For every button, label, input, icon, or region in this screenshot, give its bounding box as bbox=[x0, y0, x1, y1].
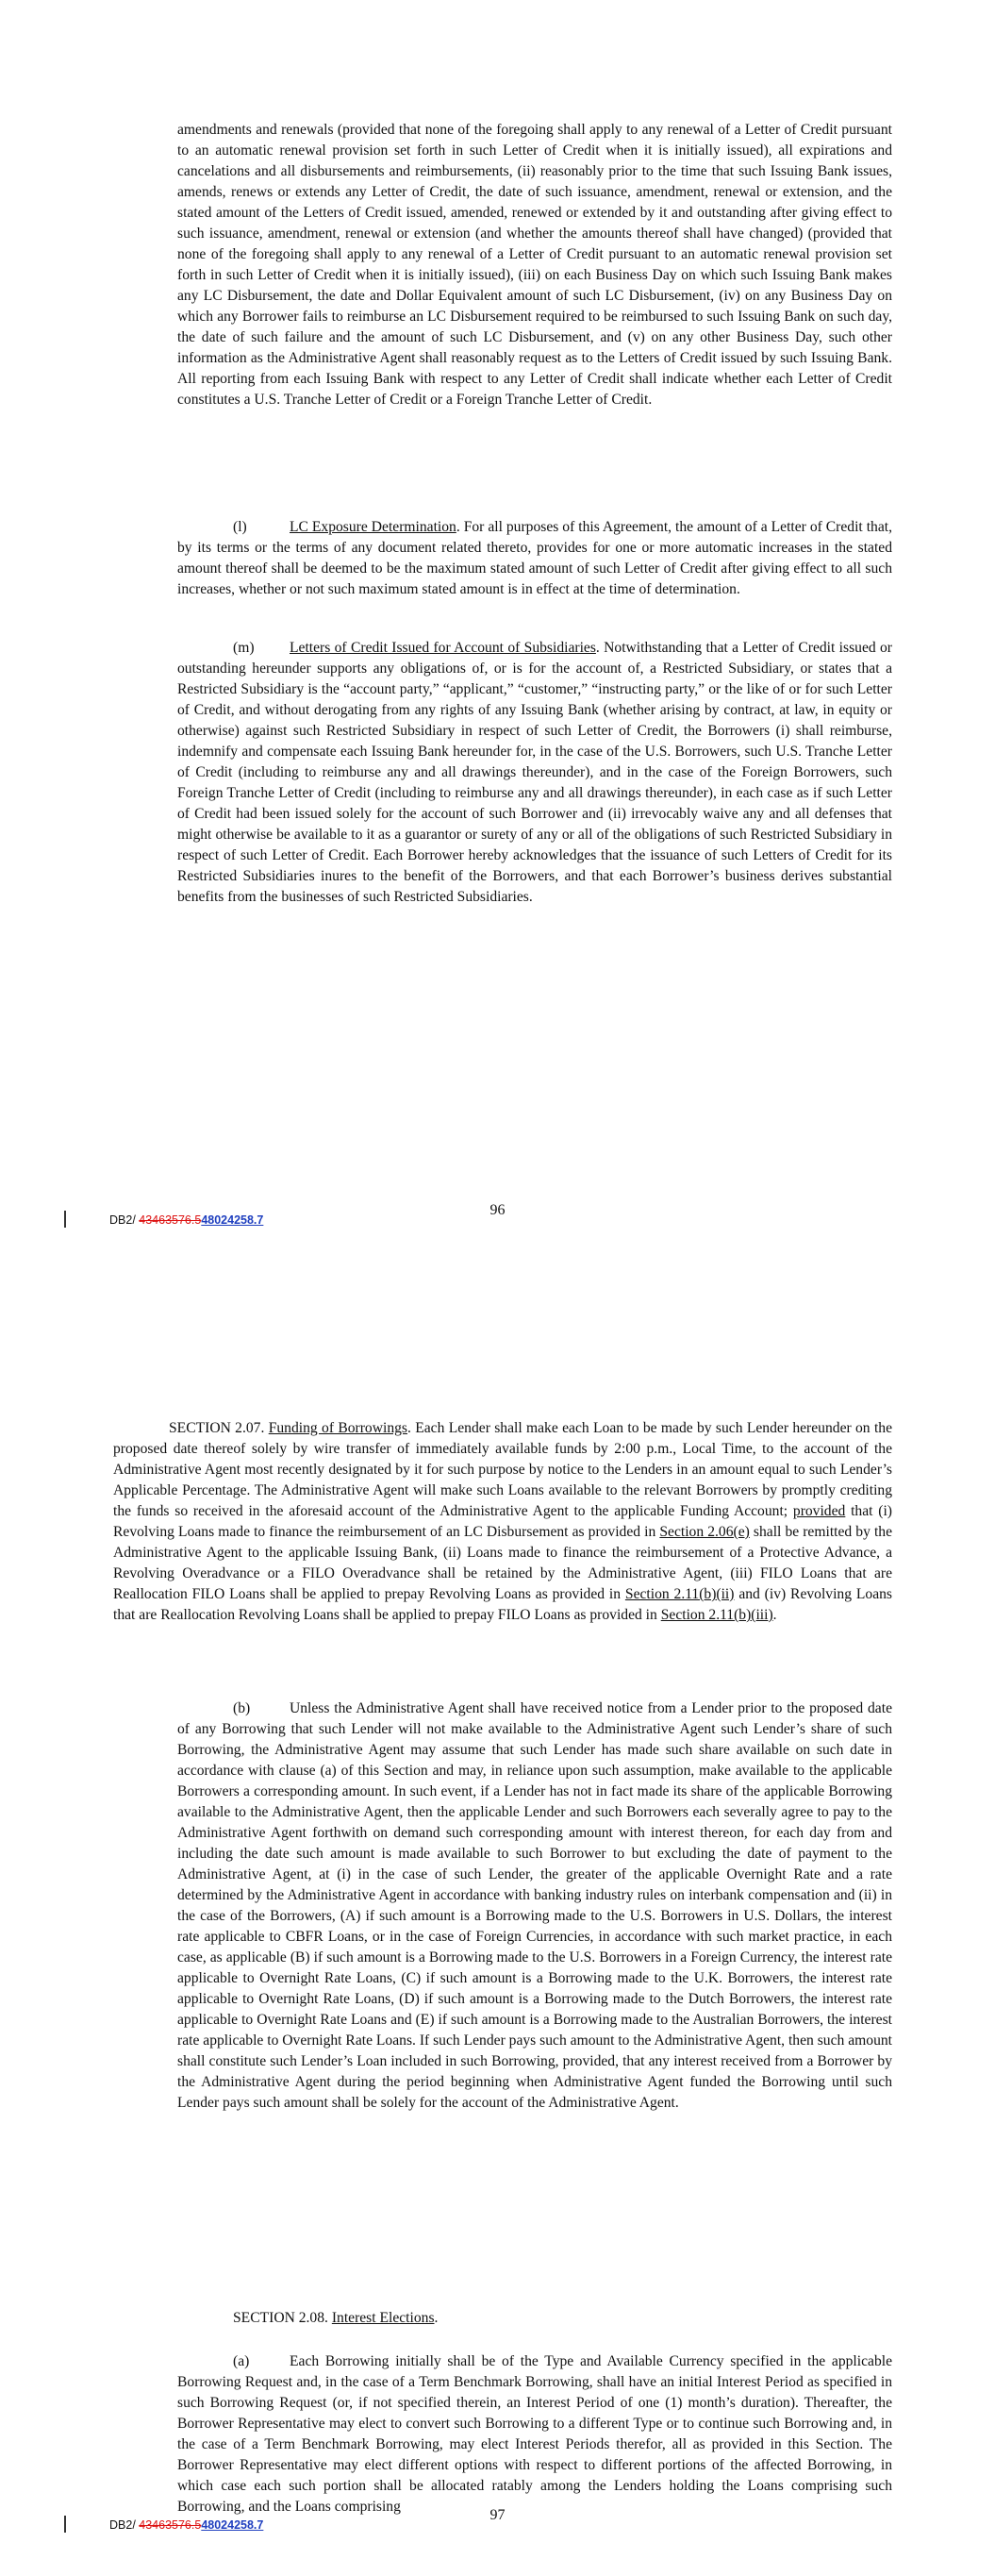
paragraph-b bbox=[177, 1698, 892, 2114]
paragraph-m-heading: Letters of Credit Issued for Account of Subsidiaries bbox=[290, 640, 596, 656]
paragraph-a bbox=[177, 2351, 892, 2517]
section-2-07-heading: Funding of Borrowings bbox=[268, 1420, 407, 1436]
page-number: 97 bbox=[489, 2507, 506, 2523]
paragraph-m-number: (m) bbox=[233, 640, 255, 656]
section-2-08-text: . bbox=[434, 2310, 439, 2326]
page-number: 96 bbox=[489, 1202, 506, 1218]
paragraph-m-text: . Notwithstanding that a Letter of Credit issued or outstanding hereunder supports any obligations of, or is for the account of, a Restricted Subsidiary, or states that a Restricted Subsidiary is the “account party,” “applicant,” “customer,” “instructing party,” or the like of or for such Letter of Credit, and without derogating from any rights of any Issuing Bank (whether arising by contract, at law, in equity or otherwise) against such Restricted Subsidiary in respect of such Letter of Credit, the Borrowers (i) shall reimburse, indemnify and compensate each Issuing Bank hereunder for, in the case of the U.S. Borrowers, such U.S. Tranche Letter of Credit (including to reimburse any and all drawings thereunder), and in the case of the Foreign Borrowers, such Foreign Tranche Letter of Credit (including to reimburse any and all drawings thereunder), in each case as if such Letter of Credit had been issued solely for the account of such Borrower and (ii) irrevocably waive any and all defenses that might otherwise be available to it as a guarantor or surety of any or all of the obligations of such Restricted Subsidiary in respect of such Letter of Credit. Each Borrower hereby acknowledges that the issuance of such Letters of Credit for its Restricted Subsidiaries inures to the benefit of the Borrowers, and that each Borrower’s business derives substantial benefits from the businesses of such Restricted Subsidiaries. bbox=[177, 640, 893, 905]
footer-inserted-id: 48024258.7 bbox=[201, 1213, 264, 1227]
paragraph-l-text: . For all purposes of this Agreement, the amount of a Letter of Credit that, by its terms or the terms of any document related thereto, provides for one or more automatic increases in the stated amount thereof shall be deemed to be the maximum stated amount of such Letter of Credit after giving effect to all such increases, whether or not such maximum stated amount is in effect at the time of determination. bbox=[177, 519, 893, 597]
section-2-07-text-2: that (i) Revolving Loans made to finance the reimbursement of an LC Disbursement as provided in bbox=[113, 1503, 892, 1540]
paragraph-l-heading: LC Exposure Determination bbox=[290, 519, 456, 535]
footer-doc-id bbox=[109, 1213, 263, 1227]
change-bar bbox=[64, 1211, 66, 1228]
section-ref-2-06e: Section 2.06(e) bbox=[659, 1524, 750, 1540]
provided-term: provided bbox=[792, 1503, 846, 1519]
footer-prefix: DB2/ bbox=[109, 1213, 140, 1227]
document-page-97 bbox=[0, 1255, 995, 2576]
paragraph-l-number: (l) bbox=[233, 519, 247, 535]
section-2-07-text-5: . bbox=[772, 1607, 777, 1623]
section-2-08 bbox=[177, 2308, 892, 2329]
paragraph-l bbox=[177, 517, 892, 600]
change-bar bbox=[64, 2516, 66, 2533]
section-2-07-text-3: shall be remitted by the Administrative Agent to the applicable Issuing Bank, (ii) Loans made to finance the reimbursement of a Protective Advance, a Revolving Overadvance or a FILO Overadvance shall be retained by the Administrative Agent, (iii) FILO Loans that are Reallocation FILO Loans shall be applied to prepay Revolving Loans as provided in bbox=[113, 1524, 892, 1602]
section-ref-2-11bii: Section 2.11(b)(ii) bbox=[624, 1586, 735, 1602]
paragraph-a-text: Each Borrowing initially shall be of the Type and Available Currency specified in the applicable Borrowing Request and, in the case of a Term Benchmark Borrowing, shall have an initial Interest Period as specified in such Borrowing Request (or, if not specified therein, an Interest Period of one (1) month’s duration). Thereafter, the Borrower Representative may elect to convert such Borrowing to a different Type or to continue such Borrowing and, in the case of a Term Benchmark Borrowing, may elect Interest Periods therefor, all as provided in this Section. The Borrower Representative may elect different options with respect to different portions of the affected Borrowing, in which case each such portion shall be allocated ratably among the Lenders holding the Loans comprising such Borrowing, and the Loans comprising bbox=[177, 2353, 892, 2515]
section-ref-2-11biii: Section 2.11(b)(iii) bbox=[660, 1607, 773, 1623]
section-2-08-heading: Interest Elections bbox=[331, 2310, 435, 2326]
section-2-07 bbox=[113, 1418, 892, 1626]
footer-inserted-id: 48024258.7 bbox=[201, 2518, 264, 2532]
section-2-07-text-1: . Each Lender shall make each Loan to be made by such Lender hereunder on the proposed date thereof solely by wire transfer of immediately available funds by 2:00 p.m., Local Time, to the account of the Administrative Agent most recently designated by it for such purpose by notice to the Lenders in an amount equal to such Lender’s Applicable Percentage. The Administrative Agent will make such Loans available to the relevant Borrowers by promptly crediting the funds so received in the aforesaid account of the Administrative Agent to the applicable Funding Account; bbox=[113, 1420, 892, 1519]
footer-deleted-id: 43463576.5 bbox=[139, 1213, 202, 1227]
paragraph-b-text: Unless the Administrative Agent shall have received notice from a Lender prior to the proposed date of any Borrowing that such Lender will not make available to the Administrative Agent such Lender’s share of such Borrowing, the Administrative Agent may assume that such Lender has made such share available on such date in accordance with clause (a) of this Section and may, in reliance upon such assumption, make available to the applicable Borrowers a corresponding amount. In such event, if a Lender has not in fact made its share of the applicable Borrowing available to the Administrative Agent, then the applicable Lender and such Borrowers each severally agree to pay to the Administrative Agent forthwith on demand such corresponding amount with interest thereon, for each day from and including the date such amount is made available to such Borrower to but excluding the date of payment to the Administrative Agent, at (i) in the case of such Lender, the greater of the applicable Overnight Rate and a rate determined by the Administrative Agent in accordance with banking industry rules on interbank compensation and (ii) in the case of the Borrowers, (A) if such amount is a Borrowing made to the U.S. Borrowers in U.S. Dollars, the interest rate applicable to CBFR Loans, or in the case of Foreign Currencies, in accordance with such market practice, in each case, as applicable (B) if such amount is a Borrowing made to the U.S. Borrowers in a Foreign Currency, the interest rate applicable to Overnight Rate Loans, (C) if such amount is a Borrowing made to the U.K. Borrowers, the interest rate applicable to Overnight Rate Loans, (D) if such amount is a Borrowing made to the Dutch Borrowers, the interest rate applicable to Overnight Rate Loans and (E) if such amount is a Borrowing made to the Australian Borrowers, the interest rate applicable to Overnight Rate Loans. If such Lender pays such amount to the Administrative Agent, then such amount shall constitute such Lender’s Loan included in such Borrowing, provided, that any interest received from a Borrower by the Administrative Agent during the period beginning when Administrative Agent funded the Borrowing until such Lender pays such amount shall be solely for the account of the Administrative Agent. bbox=[177, 1700, 892, 2111]
paragraph-k-continuation: amendments and renewals (provided that none of the foregoing shall apply to any renewal of a Letter of Credit pursuant to an automatic renewal provision set forth in such Letter of Credit when it is initially issued), all expirations and cancelations and all disbursements and reimbursements, (ii) reasonably prior to the time that such Issuing Bank issues, amends, renews or extends any Letter of Credit, the date of such issuance, amendment, renewal or extension, and the stated amount of the Letters of Credit issued, amended, renewed or extended by it and outstanding after giving effect to such issuance, amendment, renewal or extension (and whether the amounts thereof shall have changed) (provided that none of the foregoing shall apply to any renewal of a Letter of Credit pursuant to an automatic renewal provision set forth in such Letter of Credit when it is initially issued), (iii) on each Business Day on which such Issuing Bank makes any LC Disbursement, the date and Dollar Equivalent amount of such LC Disbursement, (iv) on any Business Day on which any Borrower fails to reimburse an LC Disbursement required to be reimbursed to such Issuing Bank on such day, the date of such failure and the amount of such LC Disbursement, and (v) on any other Business Day, such other information as the Administrative Agent shall reasonably request as to the Letters of Credit issued by such Issuing Bank. All reporting from each Issuing Bank with respect to any Letter of Credit shall indicate whether each Letter of Credit constitutes a U.S. Tranche Letter of Credit or a Foreign Tranche Letter of Credit. bbox=[177, 122, 892, 408]
section-2-08-label: SECTION 2.08. bbox=[233, 2310, 332, 2326]
footer-prefix: DB2/ bbox=[109, 2518, 140, 2532]
paragraph-m bbox=[177, 638, 892, 908]
document-page-96 bbox=[0, 0, 995, 1255]
footer-deleted-id: 43463576.5 bbox=[139, 2518, 202, 2532]
section-2-07-label: SECTION 2.07. bbox=[169, 1420, 269, 1436]
paragraph-a-number: (a) bbox=[233, 2353, 250, 2369]
footer-doc-id bbox=[109, 2518, 263, 2532]
section-2-07-text-4: and (iv) Revolving Loans that are Reallocation Revolving Loans shall be applied to prepay FILO Loans as provided in bbox=[113, 1586, 892, 1623]
paragraph-b-number: (b) bbox=[233, 1700, 251, 1716]
